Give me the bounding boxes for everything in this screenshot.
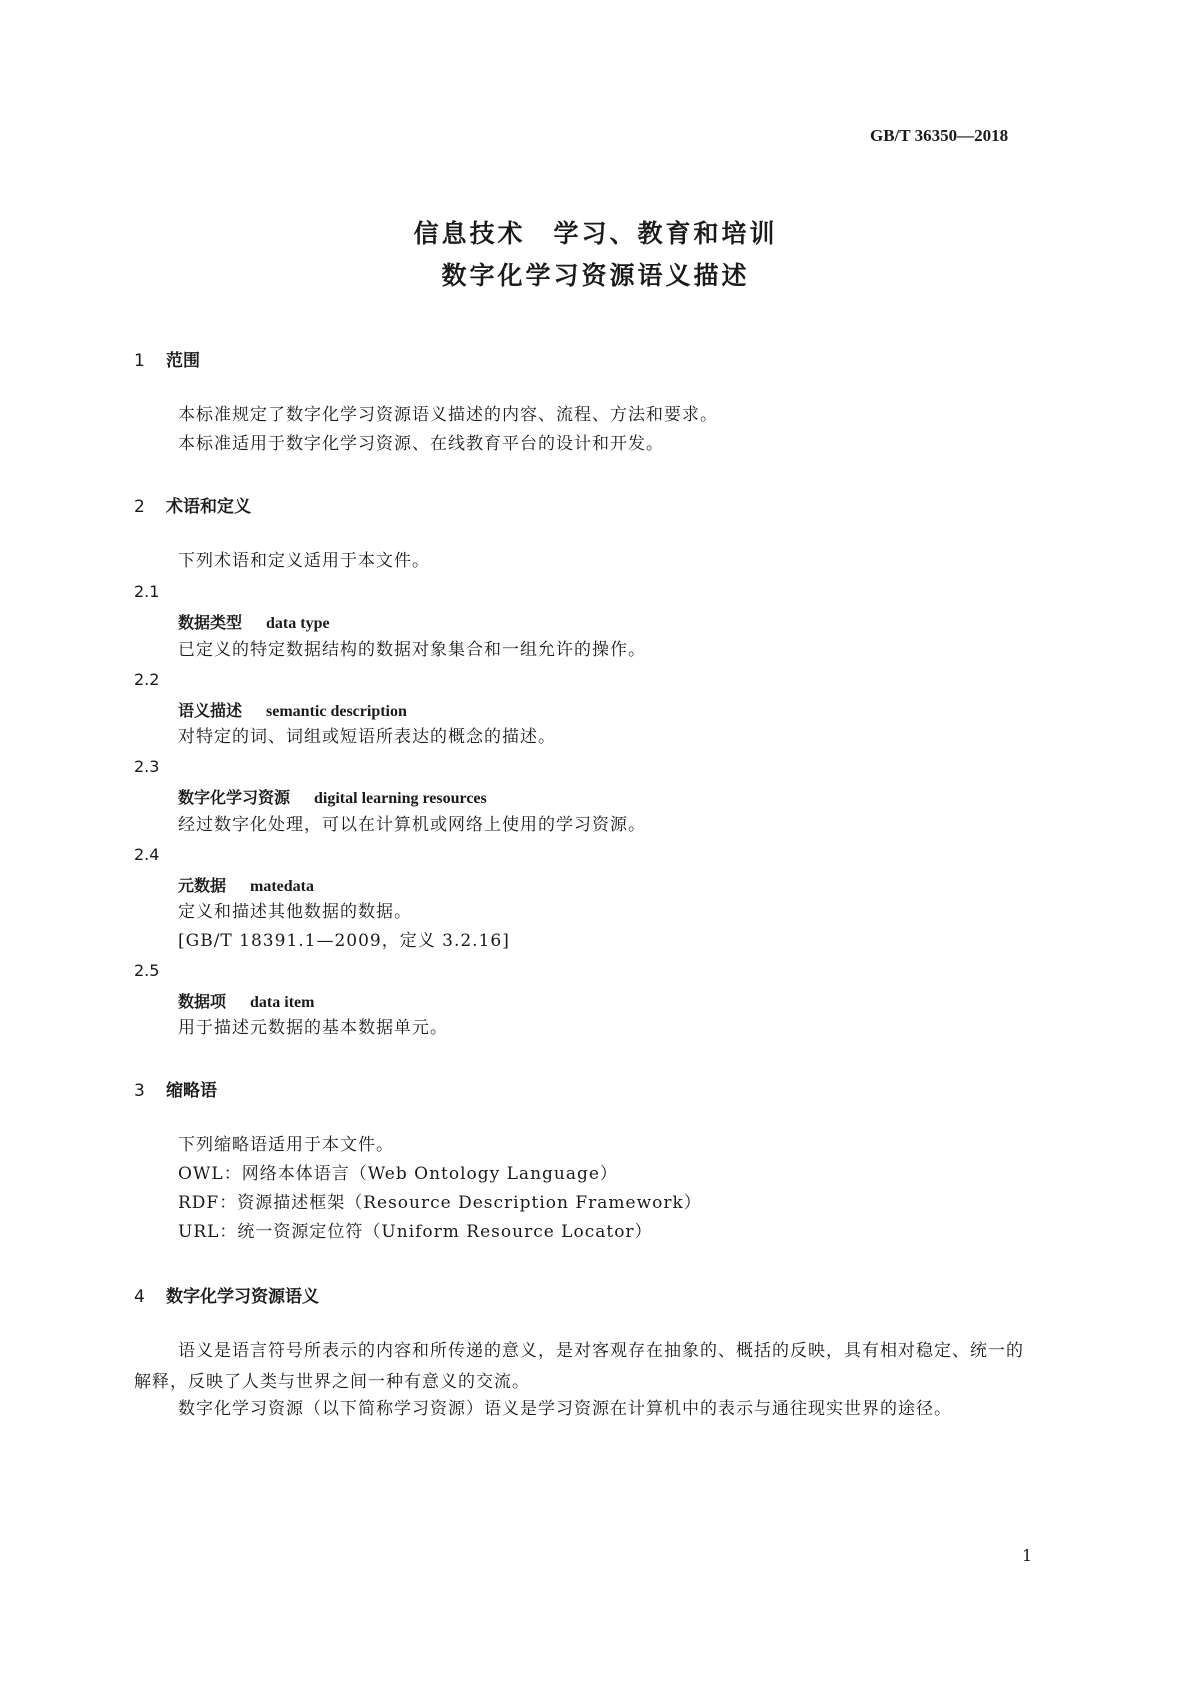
abbreviation-item: URL：统一资源定位符（Uniform Resource Locator） (178, 1222, 653, 1242)
section-1-heading (134, 346, 200, 371)
standard-number: GB/T 36350—2018 (870, 126, 1009, 145)
paragraph: 语义是语言符号所表示的内容和所传递的意义，是对客观存在抽象的、概括的反映，具有相对稳定、统一的解释，反映了人类与世界之间一种有意义的交流。 (134, 1341, 1024, 1392)
section-title: 数字化学习资源语义 (166, 1287, 319, 1307)
section-number: 3 (134, 1081, 145, 1101)
section-title: 缩略语 (166, 1081, 217, 1101)
section-3-heading (134, 1076, 217, 1101)
term-zh: 数据项 (178, 992, 227, 1011)
page-number: 1 (1022, 1546, 1033, 1565)
term-definition: 经过数字化处理，可以在计算机或网络上使用的学习资源。 (178, 815, 646, 835)
term-en: data item (250, 994, 315, 1011)
section-4-heading (134, 1282, 319, 1307)
section-number: 4 (134, 1287, 145, 1307)
abbreviation-item: RDF：资源描述框架（Resource Description Framework） (178, 1193, 702, 1213)
term-heading (178, 785, 487, 808)
term-definition: 用于描述元数据的基本数据单元。 (178, 1018, 448, 1038)
term-definition: 对特定的词、词组或短语所表达的概念的描述。 (178, 727, 556, 747)
section-2-heading (134, 492, 251, 517)
paragraph: 本标准适用于数字化学习资源、在线教育平台的设计和开发。 (178, 434, 664, 454)
term-en: semantic description (266, 703, 407, 720)
term-heading (178, 873, 314, 896)
document-title-line2: 数字化学习资源语义描述 (441, 261, 750, 290)
paragraph: 数字化学习资源（以下简称学习资源）语义是学习资源在计算机中的表示与通往现实世界的途径。 (178, 1399, 952, 1419)
term-number: 2.1 (134, 582, 160, 601)
term-heading (178, 610, 330, 633)
term-number: 2.4 (134, 845, 160, 864)
term-number: 2.5 (134, 961, 160, 980)
term-definition: 定义和描述其他数据的数据。 (178, 902, 412, 922)
section-title: 范围 (166, 351, 200, 371)
term-zh: 数字化学习资源 (178, 788, 291, 807)
section-number: 2 (134, 497, 145, 517)
term-zh: 语义描述 (178, 701, 243, 720)
paragraph: 下列术语和定义适用于本文件。 (178, 551, 430, 571)
abbreviation-item: OWL：网络本体语言（Web Ontology Language） (178, 1164, 618, 1184)
term-definition: 已定义的特定数据结构的数据对象集合和一组允许的操作。 (178, 640, 646, 660)
paragraph: 下列缩略语适用于本文件。 (178, 1135, 394, 1155)
term-heading (178, 989, 314, 1012)
term-source: [GB/T 18391.1—2009，定义 3.2.16] (178, 931, 510, 951)
section-title: 术语和定义 (166, 497, 251, 517)
term-zh: 元数据 (178, 876, 227, 895)
paragraph: 本标准规定了数字化学习资源语义描述的内容、流程、方法和要求。 (178, 405, 718, 425)
term-en: matedata (250, 878, 314, 895)
term-en: digital learning resources (314, 790, 487, 807)
term-number: 2.2 (134, 670, 160, 689)
term-en: data type (266, 615, 330, 632)
term-heading (178, 698, 407, 721)
document-title-line1: 信息技术 学习、教育和培训 (413, 219, 778, 248)
section-number: 1 (134, 351, 145, 371)
term-number: 2.3 (134, 757, 160, 776)
term-zh: 数据类型 (178, 613, 243, 632)
